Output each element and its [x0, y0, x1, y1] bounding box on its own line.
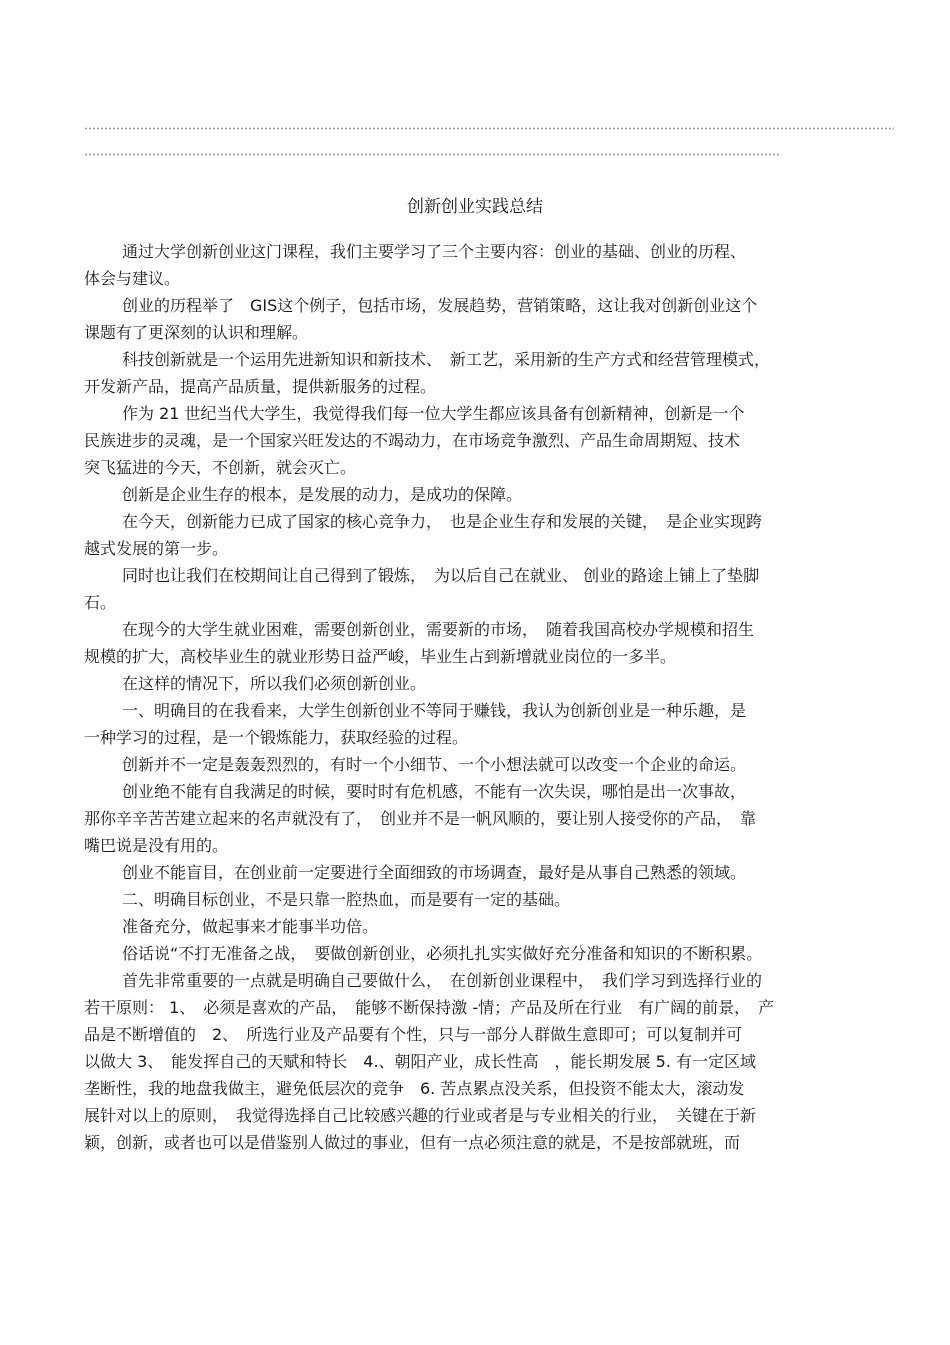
- paragraph: [84, 751, 874, 778]
- paragraph: [84, 967, 874, 1156]
- paragraph-line: 创业不能盲目，在创业前一定要进行全面细致的市场调查，最好是从事自己熟悉的领域。: [122, 863, 747, 882]
- paragraph: [84, 400, 874, 481]
- paragraph: [84, 346, 874, 400]
- paragraph: [84, 292, 874, 346]
- paragraph-line: 一种学习的过程，是一个锻炼能力，获取经验的过程。: [84, 728, 469, 747]
- paragraph-line: 创新是企业生存的根本，是发展的动力，是成功的保障。: [122, 485, 523, 504]
- paragraph-line: 同时也让我们在校期间让自己得到了锻炼， 为以后自己在就业、 创业的路途上铺上了垫脚: [122, 566, 760, 585]
- paragraph: [84, 859, 874, 886]
- paragraph-line: 一、明确目的在我看来，大学生创新创业不等同于赚钱，我认为创新创业是一种乐趣，是: [122, 701, 747, 720]
- paragraph-line: 那你辛辛苦苦建立起来的名声就没有了， 创业并不是一帆风顺的，要让别人接受你的产品， 靠: [84, 809, 757, 828]
- paragraph-line: 在现今的大学生就业困难，需要创新创业，需要新的市场， 随着我国高校办学规模和招生: [122, 620, 755, 639]
- paragraph-line: 垄断性，我的地盘我做主，避免低层次的竞争 6. 苦点累点没关系，但投资不能太大，滚动发: [84, 1079, 745, 1098]
- paragraph-line: 创业绝不能有自我满足的时候，要时时有危机感，不能有一次失误，哪怕是出一次事故，: [122, 782, 747, 801]
- paragraph: [84, 481, 874, 508]
- paragraph: [84, 697, 874, 751]
- paragraph: [84, 616, 874, 670]
- paragraph-line: 俗话说“不打无准备之战， 要做创新创业，必须扎扎实实做好充分准备和知识的不断积累。: [122, 944, 763, 963]
- paragraph-line: 开发新产品，提高产品质量，提供新服务的过程。: [84, 377, 437, 396]
- paragraph-line: 在今天，创新能力已成了国家的核心竞争力， 也是企业生存和发展的关键， 是企业实现跨: [122, 512, 763, 531]
- paragraph-line: 品是不断增值的 2、 所选行业及产品要有个性，只与一部分人群做生意即可；可以复制并可: [84, 1025, 743, 1044]
- paragraph: [84, 913, 874, 940]
- paragraph-line: 创业的历程举了 GIS这个例子，包括市场，发展趋势，营销策略，这让我对创新创业这个: [122, 296, 758, 315]
- paragraph: [84, 508, 874, 562]
- paragraph-line: 课题有了更深刻的认识和理解。: [84, 323, 309, 342]
- paragraph-line: 科技创新就是一个运用先进新知识和新技术、 新工艺，采用新的生产方式和经营管理模式，: [122, 350, 771, 369]
- header-dotted-line: [84, 127, 894, 130]
- paragraph-line: 二、明确目标创业，不是只靠一腔热血，而是要有一定的基础。: [122, 890, 571, 909]
- paragraph-line: 以做大 3、 能发挥自己的天赋和特长 4.、朝阳产业，成长性高 ，能长期发展 5. 有一定区域: [84, 1052, 756, 1071]
- paragraph: [84, 238, 874, 292]
- paragraph-line: 规模的扩大，高校毕业生的就业形势日益严峻，毕业生占到新增就业岗位的一多半。: [84, 647, 677, 666]
- paragraph-line: 体会与建议。: [84, 269, 181, 288]
- paragraph-line: 展针对以上的原则， 我觉得选择自己比较感兴趣的行业或者是与专业相关的行业， 关键在于新: [84, 1106, 757, 1125]
- paragraph-line: 越式发展的第一步。: [84, 539, 229, 558]
- paragraph-line: 创新并不一定是轰轰烈烈的，有时一个小细节、一个小想法就可以改变一个企业的命运。: [122, 755, 747, 774]
- paragraph-line: 若干原则： 1、 必须是喜欢的产品， 能够不断保持激 -情；产品及所在行业 有广阔的前景， 产: [84, 998, 775, 1017]
- paragraph-line: 作为 21 世纪当代大学生，我觉得我们每一位大学生都应该具备有创新精神，创新是一个: [122, 404, 745, 423]
- document-body: [84, 238, 874, 1156]
- header-dotted-line: [84, 153, 779, 156]
- paragraph-line: 颖，创新，或者也可以是借鉴别人做过的事业，但有一点必须注意的就是，不是按部就班，而: [84, 1133, 741, 1152]
- paragraph-line: 准备充分，做起事来才能事半功倍。: [122, 917, 379, 936]
- paragraph: [84, 886, 874, 913]
- paragraph-line: 民族进步的灵魂，是一个国家兴旺发达的不竭动力，在市场竞争激烈、产品生命周期短、技术: [84, 431, 741, 450]
- paragraph: [84, 778, 874, 859]
- paragraph-line: 通过大学创新创业这门课程，我们主要学习了三个主要内容：创业的基础、创业的历程、: [122, 242, 747, 261]
- paragraph: [84, 940, 874, 967]
- paragraph-line: 首先非常重要的一点就是明确自己要做什么， 在创新创业课程中， 我们学习到选择行业的: [122, 971, 763, 990]
- paragraph: [84, 562, 874, 616]
- page-title: 创新创业实践总结: [407, 197, 543, 217]
- paragraph-line: 突飞猛进的今天，不创新，就会灭亡。: [84, 458, 357, 477]
- paragraph-line: 嘴巴说是没有用的。: [84, 836, 229, 855]
- paragraph-line: 在这样的情况下，所以我们必须创新创业。: [122, 674, 427, 693]
- paragraph: [84, 670, 874, 697]
- paragraph-line: 石。: [84, 593, 117, 612]
